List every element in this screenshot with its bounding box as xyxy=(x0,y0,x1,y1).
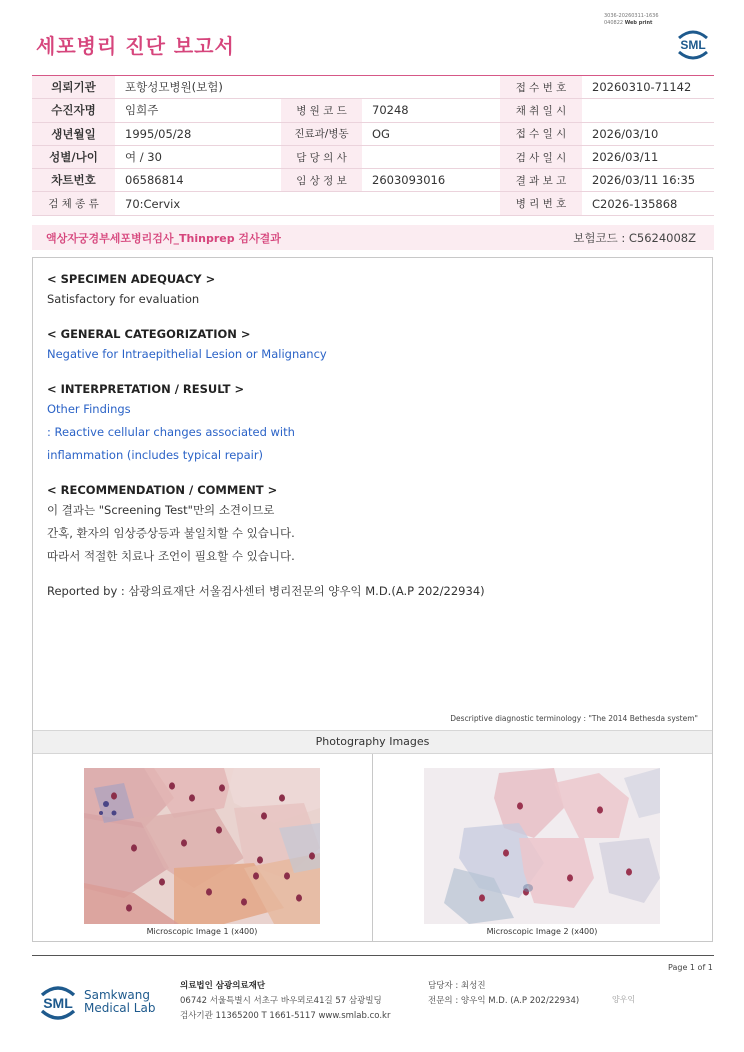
info-label: 임 상 정 보 xyxy=(281,169,362,192)
footer-divider xyxy=(32,955,714,956)
terminology-note: Descriptive diagnostic terminology : "The 2014 Bethesda system" xyxy=(450,714,698,723)
sml-logo-icon xyxy=(673,26,713,62)
info-row xyxy=(32,192,714,215)
info-value: 2603093016 xyxy=(362,169,500,192)
info-row xyxy=(32,145,714,168)
info-value: 임희주 xyxy=(115,99,281,122)
samkwang-logo-icon xyxy=(37,980,79,1024)
recommendation-heading: < RECOMMENDATION / COMMENT > xyxy=(47,483,278,497)
info-value: 1995/05/28 xyxy=(115,122,281,145)
info-label: 접 수 번 호 xyxy=(500,76,582,99)
info-value: C2026-135868 xyxy=(582,192,714,215)
image-caption-2: Microscopic Image 2 (x400) xyxy=(486,927,598,936)
manager: 담당자 : 최성진 xyxy=(428,981,486,991)
info-row xyxy=(32,122,714,145)
org-info xyxy=(180,979,390,1024)
lab-name-line-2: Medical Lab xyxy=(84,1001,156,1015)
reported-by: Reported by : 삼광의료재단 서울검사센터 병리전문의 양우익 M.D.(A.P 202/22934) xyxy=(47,584,485,598)
adequacy-text: Satisfactory for evaluation xyxy=(47,292,200,306)
recommendation-line-1: 이 결과는 "Screening Test"만의 소견이므로 xyxy=(47,503,275,517)
info-row xyxy=(32,76,714,99)
recommendation-line-2: 간혹, 환자의 임상증상등과 불일치할 수 있습니다. xyxy=(47,526,295,540)
org-contact: 검사기관 11365200 T 1661-5117 www.smlab.co.kr xyxy=(180,1011,391,1021)
report-box xyxy=(32,257,713,942)
interpretation-line-1: Other Findings xyxy=(47,402,131,416)
info-value: 여 / 30 xyxy=(115,145,281,168)
org-address: 06742 서울특별시 서초구 바우뫼로41길 57 삼광빌딩 xyxy=(180,996,382,1006)
specialist: 전문의 : 양우익 M.D. (A.P 202/22934) xyxy=(428,996,580,1006)
adequacy-heading: < SPECIMEN ADEQUACY > xyxy=(47,272,216,286)
report-body xyxy=(47,270,697,601)
image-caption-1: Microscopic Image 1 (x400) xyxy=(146,927,258,936)
test-name-bar xyxy=(32,225,714,250)
info-label: 생년월일 xyxy=(32,122,115,145)
info-value xyxy=(362,145,500,168)
info-label: 성별/나이 xyxy=(32,145,115,168)
info-value: 06586814 xyxy=(115,169,281,192)
print-meta-code: 040822 xyxy=(604,20,624,26)
photography-header: Photography Images xyxy=(33,730,712,754)
info-label: 검 사 일 시 xyxy=(500,145,582,168)
patient-info-table xyxy=(32,75,714,216)
interpretation-line-3: inflammation (includes typical repair) xyxy=(47,448,264,462)
print-meta-line1: 3036-20260311-1636 xyxy=(604,13,659,19)
print-meta-label: Web print xyxy=(624,20,653,26)
info-value: 70:Cervix xyxy=(115,192,500,215)
info-value: 2026/03/11 xyxy=(582,145,714,168)
info-label: 병 리 번 호 xyxy=(500,192,582,215)
signature: 양우익 xyxy=(612,995,636,1004)
photo-divider xyxy=(372,754,373,941)
info-label: 검 체 종 류 xyxy=(32,192,115,215)
info-value: 20260310-71142 xyxy=(582,76,714,99)
org-name: 의료법인 삼광의료재단 xyxy=(180,981,266,991)
test-name: 액상자궁경부세포병리검사_Thinprep 검사결과 xyxy=(46,231,281,245)
info-label: 병 원 코 드 xyxy=(281,99,362,122)
microscopic-image-1 xyxy=(84,768,320,924)
category-heading: < GENERAL CATEGORIZATION > xyxy=(47,327,251,341)
info-value: 포항성모병원(보험) xyxy=(115,76,500,99)
insurance-code: 보험코드 : C5624008Z xyxy=(573,230,696,245)
interpretation-heading: < INTERPRETATION / RESULT > xyxy=(47,382,245,396)
info-label: 진료과/병동 xyxy=(281,122,362,145)
info-label: 채 취 일 시 xyxy=(500,99,582,122)
lab-name-line-1: Samkwang xyxy=(84,988,150,1002)
info-label: 접 수 일 시 xyxy=(500,122,582,145)
info-value: 2026/03/10 xyxy=(582,122,714,145)
info-row xyxy=(32,99,714,122)
info-label: 수진자명 xyxy=(32,99,115,122)
microscopic-image-2 xyxy=(424,768,660,924)
info-label: 담 당 의 사 xyxy=(281,145,362,168)
info-row xyxy=(32,169,714,192)
info-label: 결 과 보 고 xyxy=(500,169,582,192)
info-value xyxy=(582,99,714,122)
interpretation-line-2: : Reactive cellular changes associated with xyxy=(47,425,295,439)
samkwang-logo-text: SML xyxy=(43,995,73,1011)
sml-logo-text: SML xyxy=(680,38,706,52)
category-text: Negative for Intraepithelial Lesion or Malignancy xyxy=(47,347,327,361)
info-label: 의뢰기관 xyxy=(32,76,115,99)
page-number: Page 1 of 1 xyxy=(668,963,713,972)
info-value: 70248 xyxy=(362,99,500,122)
recommendation-line-3: 따라서 적절한 치료나 조언이 필요할 수 있습니다. xyxy=(47,549,295,563)
lab-name xyxy=(84,989,155,1015)
report-title: 세포병리 진단 보고서 xyxy=(36,34,235,58)
info-value: 2026/03/11 16:35 xyxy=(582,169,714,192)
print-meta xyxy=(604,13,659,27)
staff-info xyxy=(428,979,579,1009)
info-label: 차트번호 xyxy=(32,169,115,192)
info-value: OG xyxy=(362,122,500,145)
